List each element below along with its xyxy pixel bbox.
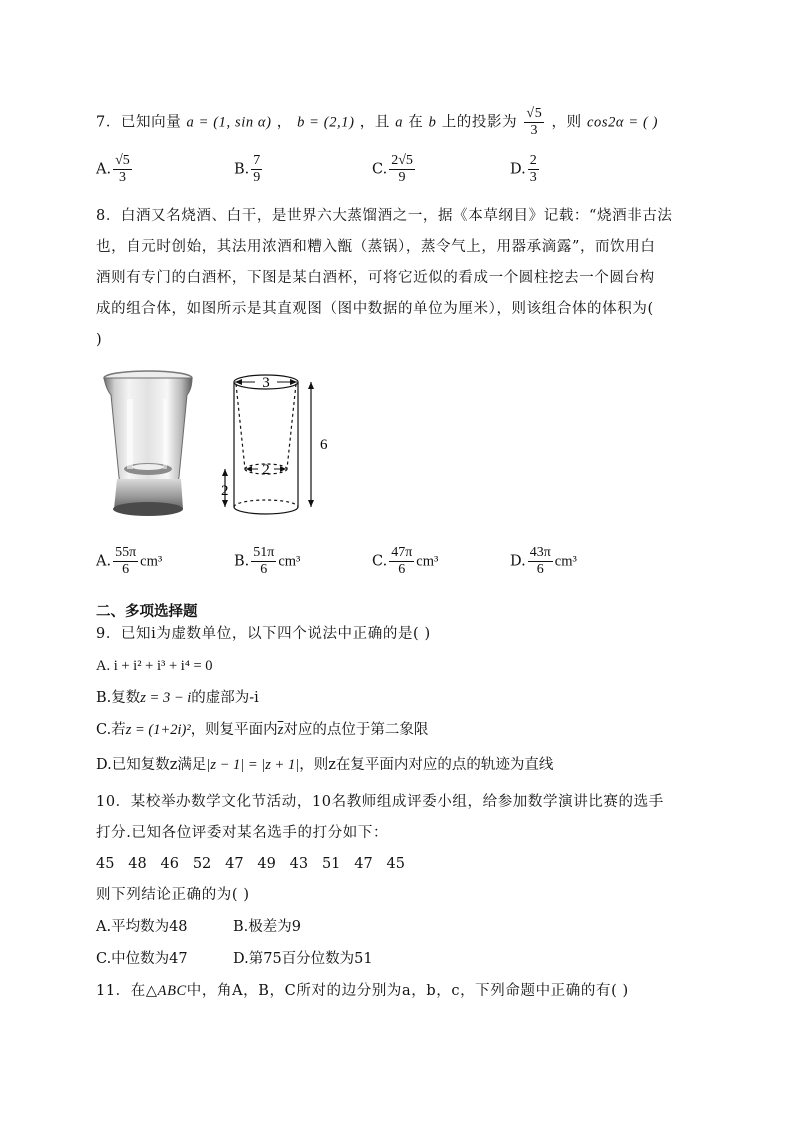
shot-glass-photo [97, 369, 200, 521]
base-height-label: 2 [221, 483, 229, 499]
q9-option-d[interactable] [96, 755, 553, 775]
q11-stem [96, 981, 629, 1001]
q11-prefix: 11．在 [96, 983, 146, 999]
option-label: D. [510, 161, 526, 178]
fraction-numerator: 51π [253, 545, 275, 560]
unit: cm³ [554, 553, 577, 570]
option-text: C.若 [96, 722, 126, 738]
q9-option-c[interactable] [96, 720, 428, 740]
q10-scores: 45 48 46 52 47 49 43 51 47 45 [96, 856, 405, 872]
q9-stem: 9．已知i为虚数单位，以下四个说法中正确的是( ) [96, 626, 431, 642]
option-math: z = 3 − i [140, 690, 192, 706]
fraction-numerator: √5 [115, 153, 130, 168]
q7-then-text: ，则 [551, 114, 582, 131]
option-fraction [389, 153, 415, 186]
fraction-denominator: 3 [530, 123, 539, 138]
q7-on-text: 在 [408, 114, 424, 131]
fraction-denominator: 3 [529, 170, 537, 185]
fraction-denominator: 6 [398, 562, 406, 577]
option-math: |z − 1| = |z + 1| [206, 757, 300, 773]
q8-line-3: 酒则有专门的白酒杯，下图是某白酒杯，可将它近似的看成一个圆柱挖去一个圆台构 [96, 270, 655, 286]
q8-line-4: 成的组合体，如图所示是其直观图（图中数据的单位为厘米），则该组合体的体积为( [96, 301, 654, 317]
fraction-numerator: 43π [529, 545, 551, 560]
q10-option-c[interactable]: C.中位数为47 [96, 951, 188, 967]
q7-vector-a-def: a = (1, sin α) [186, 114, 272, 131]
q7-expression: cos2α = ( ) [586, 114, 659, 131]
q9-option-a[interactable] [96, 656, 213, 676]
option-text: A. i + i² + i³ + i⁴ = 0 [96, 658, 213, 674]
option-text: 对应的点位于第二象限 [283, 722, 429, 738]
option-fraction [528, 545, 553, 578]
q7-stem [96, 106, 658, 139]
q8-option-b[interactable] [234, 545, 300, 578]
option-fraction [113, 545, 138, 578]
q8-option-a[interactable] [96, 545, 162, 578]
q8-option-d[interactable] [510, 545, 577, 578]
q7-b-symbol: b [428, 114, 437, 131]
q8-option-c[interactable] [372, 545, 438, 578]
fraction-denominator: 9 [398, 170, 406, 185]
q7-vector-b-def: b = (2,1) [297, 114, 355, 131]
option-label: D. [510, 553, 526, 570]
unit: cm³ [416, 553, 439, 570]
q8-line-5: ) [96, 332, 103, 348]
option-label: B. [234, 553, 250, 570]
q10-option-a[interactable]: A.平均数为48 [96, 919, 188, 935]
q10-ask: 则下列结论正确的为( ) [96, 887, 250, 903]
option-fraction [389, 545, 414, 578]
q10-option-d[interactable]: D.第75百分位数为51 [233, 951, 373, 967]
q7-a-symbol: a [395, 114, 404, 131]
q11-text: 中，角A，B，C所对的边分别为a，b，c，下列命题中正确的有( ) [186, 983, 629, 999]
q10-line-2: 打分.已知各位评委对某名选手的打分如下： [96, 825, 389, 841]
fraction-numerator: 47π [391, 545, 413, 560]
q10-line-1: 10．某校举办数学文化节活动，10名教师组成评委小组，给参加数学演讲比赛的选手 [96, 794, 664, 810]
q7-proj-fraction [524, 106, 544, 139]
option-fraction [528, 153, 539, 186]
cylinder-frustum-diagram [222, 365, 332, 525]
option-label: A. [96, 553, 112, 570]
option-label: B. [234, 161, 250, 178]
q7-prefix: 7．已知向量 [96, 114, 182, 131]
fraction-denominator: 6 [122, 562, 130, 577]
q10-option-b[interactable]: B.极差为9 [233, 919, 301, 935]
z-conjugate: $\overline{z}$ [277, 722, 284, 738]
unit: cm³ [140, 553, 163, 570]
q7-option-c[interactable] [372, 153, 417, 186]
option-fraction [251, 153, 262, 186]
option-fraction [113, 153, 132, 186]
option-text: ，则z在复平面内对应的点的轨迹为直线 [299, 757, 554, 773]
option-fraction [251, 545, 276, 578]
q7-sep: ， [276, 114, 292, 131]
q8-line-1: 8．白酒又名烧酒、白干，是世界六大蒸馏酒之一，据《本草纲目》记载：“烧酒非古法 [96, 208, 673, 224]
option-math: z = (1+2i)² [125, 722, 191, 738]
fraction-denominator: 9 [253, 170, 261, 185]
q7-option-a[interactable] [96, 153, 134, 186]
unit: cm³ [278, 553, 301, 570]
fraction-denominator: 3 [118, 170, 126, 185]
q9-option-b[interactable] [96, 688, 259, 708]
option-label: C. [372, 161, 388, 178]
q7-mid-text: ，且 [359, 114, 390, 131]
inner-diameter-label: 2 [262, 462, 270, 478]
fraction-numerator: 2 [529, 153, 537, 168]
fraction-numerator: 55π [115, 545, 137, 560]
option-text: D.已知复数z满足 [96, 757, 207, 773]
q7-proj-text: 上的投影为 [441, 114, 518, 131]
fraction-denominator: 6 [536, 562, 544, 577]
option-text: 的虚部为-i [191, 690, 259, 706]
option-text: ，则复平面内 [190, 722, 278, 738]
triangle-symbol: △ABC [145, 983, 187, 999]
q7-option-b[interactable] [234, 153, 264, 186]
option-label: C. [372, 553, 388, 570]
section-title: 二、多项选择题 [96, 604, 198, 620]
fraction-numerator: 7 [253, 153, 261, 168]
fraction-numerator: √5 [526, 106, 543, 121]
q8-line-2: 也，自元时创始，其法用浓酒和糟入甑（蒸锅），蒸令气上，用器承滴露”，而饮用白 [96, 239, 656, 255]
option-label: A. [96, 161, 112, 178]
option-text: B.复数 [96, 690, 141, 706]
top-diameter-label: 3 [262, 375, 270, 391]
fraction-numerator: 2√5 [391, 153, 413, 168]
q7-option-d[interactable] [510, 153, 541, 186]
fraction-denominator: 6 [260, 562, 268, 577]
height-label: 6 [320, 437, 328, 453]
